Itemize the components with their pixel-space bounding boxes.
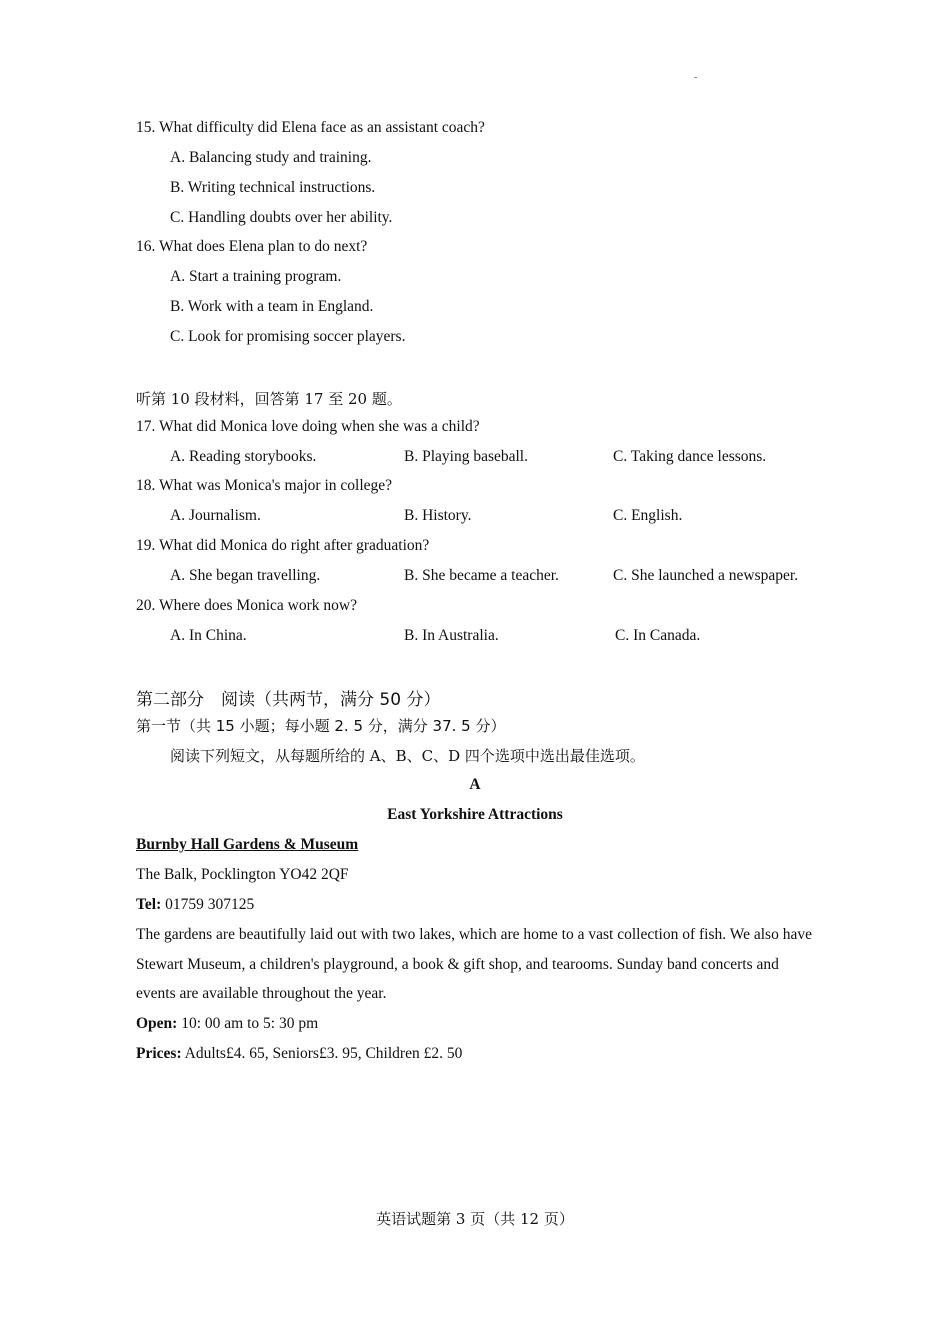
question-18-option-a: A. Journalism. <box>170 507 261 524</box>
question-16-option-a: A. Start a training program. <box>170 268 342 285</box>
tel-value: 01759 307125 <box>161 896 255 913</box>
question-16: 16. What does Elena plan to do next? <box>136 238 368 255</box>
prices-value: Adults£4. 65, Seniors£3. 95, Children £2. 50 <box>181 1045 463 1062</box>
venue-address: The Balk, Pocklington YO42 2QF <box>136 866 349 883</box>
question-19-option-a: A. She began travelling. <box>170 567 321 584</box>
passage-label: A <box>469 776 481 793</box>
open-value: 10: 00 am to 5: 30 pm <box>177 1015 319 1032</box>
question-20-option-b: B. In Australia. <box>404 627 499 644</box>
reading-instruction: 阅读下列短文，从每题所给的 A、B、C、D 四个选项中选出最佳选项。 <box>170 747 645 765</box>
open-label: Open: <box>136 1015 178 1032</box>
question-20-option-a: A. In China. <box>170 627 247 644</box>
passage-title: East Yorkshire Attractions <box>387 806 563 823</box>
question-20: 20. Where does Monica work now? <box>136 597 357 614</box>
venue-prices <box>136 1045 462 1063</box>
question-19: 19. What did Monica do right after graduation? <box>136 537 430 554</box>
venue-name: Burnby Hall Gardens & Museum <box>136 836 359 853</box>
question-16-option-c: C. Look for promising soccer players. <box>170 328 406 345</box>
part-2-title: 第二部分 阅读（共两节，满分 50 分） <box>136 690 441 710</box>
page-footer: 英语试题第 3 页（共 12 页） <box>376 1210 574 1228</box>
tel-label: Tel: <box>136 896 162 913</box>
question-19-option-b: B. She became a teacher. <box>404 567 559 584</box>
question-18-option-c: C. English. <box>613 507 683 524</box>
question-17-option-b: B. Playing baseball. <box>404 448 528 465</box>
question-15-option-a: A. Balancing study and training. <box>170 149 372 166</box>
section-1-title: 第一节（共 15 小题；每小题 2. 5 分，满分 37. 5 分） <box>136 717 506 735</box>
question-17-option-c: C. Taking dance lessons. <box>613 448 767 465</box>
question-16-option-b: B. Work with a team in England. <box>170 298 374 315</box>
question-19-option-c: C. She launched a newspaper. <box>613 567 799 584</box>
question-18-option-b: B. History. <box>404 507 472 524</box>
question-17-option-a: A. Reading storybooks. <box>170 448 317 465</box>
venue-tel <box>136 896 254 914</box>
question-18: 18. What was Monica's major in college? <box>136 477 393 494</box>
header-mark: - <box>694 72 698 83</box>
venue-open-hours <box>136 1015 318 1033</box>
question-15: 15. What difficulty did Elena face as an assistant coach? <box>136 119 485 136</box>
venue-description: The gardens are beautifully laid out with two lakes, which are home to a vast collection of fish. We also have Stewart Museum, a children's playground, a book & gift shop, and tearooms. Sunday band concerts and events are available throughout the year. <box>136 926 812 1002</box>
question-20-option-c: C. In Canada. <box>615 627 701 644</box>
question-17: 17. What did Monica love doing when she was a child? <box>136 418 480 435</box>
question-15-option-b: B. Writing technical instructions. <box>170 179 376 196</box>
question-15-option-c: C. Handling doubts over her ability. <box>170 209 393 226</box>
prices-label: Prices: <box>136 1045 182 1062</box>
material-10-intro: 听第 10 段材料，回答第 17 至 20 题。 <box>136 390 402 408</box>
